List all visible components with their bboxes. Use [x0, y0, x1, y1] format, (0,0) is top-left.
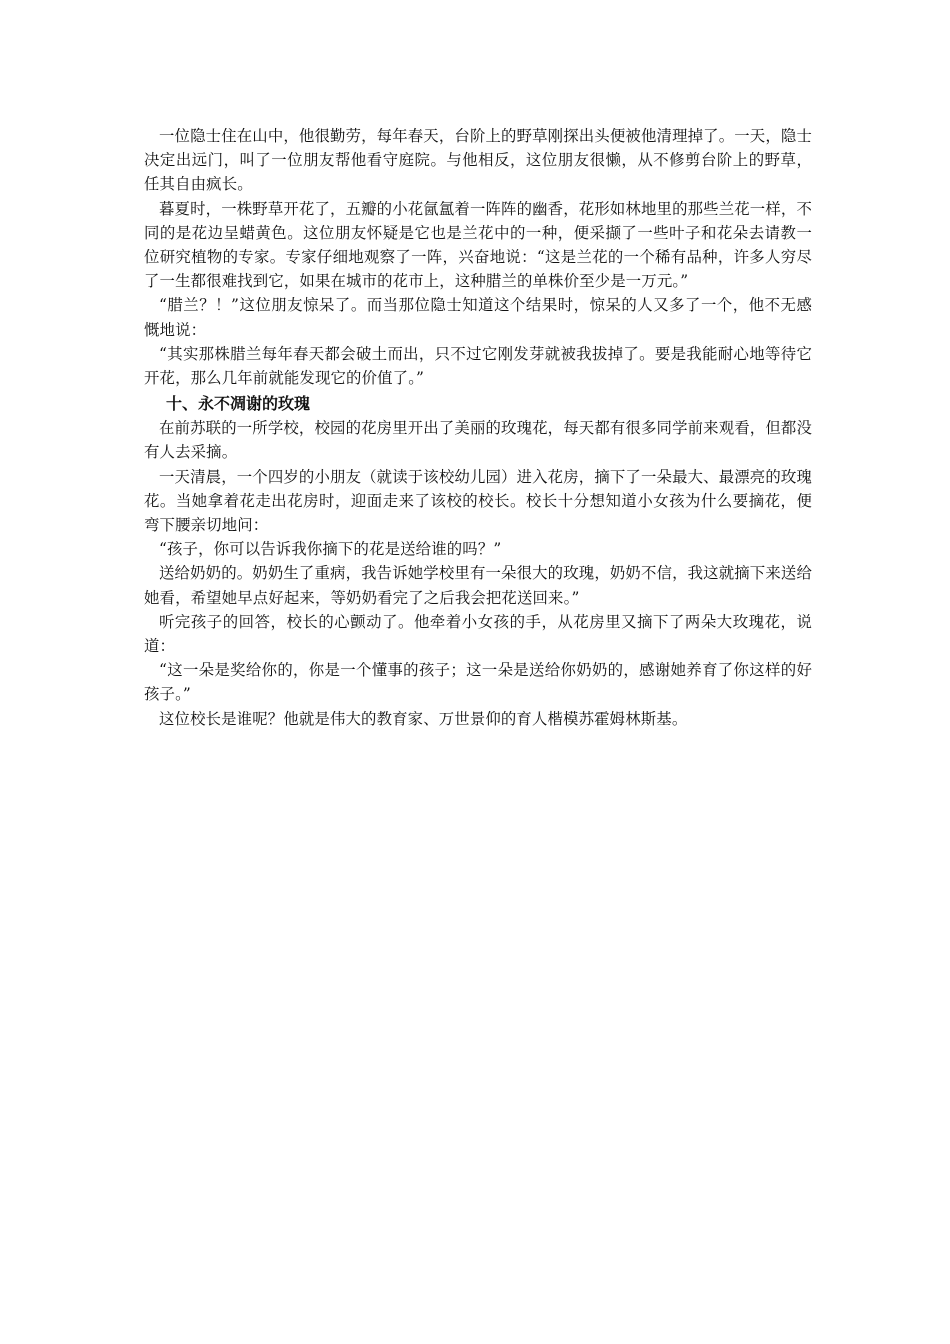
- document-page: [144, 124, 812, 731]
- story2-paragraph-4: 送给奶奶的。奶奶生了重病，我告诉她学校里有一朵很大的玫瑰，奶奶不信，我这就摘下来送给她看，希望她早点好起来，等奶奶看完了之后我会把花送回来。”: [144, 564, 812, 607]
- story2-paragraph-5: 听完孩子的回答，校长的心颤动了。他牵着小女孩的手，从花房里又摘下了两朵大玫瑰花，说道：: [144, 612, 812, 656]
- story1-paragraph-3: “腊兰？！”这位朋友惊呆了。而当那位隐士知道这个结果时，惊呆的人又多了一个，他不无感慨地说：: [144, 296, 812, 339]
- section-heading: 十、永不凋谢的玫瑰: [166, 394, 311, 414]
- story2-paragraph-3: “孩子，你可以告诉我你摘下的花是送给谁的吗？”: [159, 540, 502, 559]
- story1-paragraph-2: 暮夏时，一株野草开花了，五瓣的小花氤氲着一阵阵的幽香，花形如林地里的那些兰花一样，不同的是花边呈蜡黄色。这位朋友怀疑是它也是兰花中的一种，便采撷了一些叶子和花朵去请教一位研究植物的专家。专家仔细地观察了一阵，兴奋地说：“这是兰花的一个稀有品种，许多人穷尽了一生都很难找到它，如果在城市的花市上，这种腊兰的单株价至少是一万元。”: [144, 199, 812, 291]
- story1-paragraph-4: “其实那株腊兰每年春天都会破土而出，只不过它刚发芽就被我拔掉了。要是我能耐心地等待它开花，那么几年前就能发现它的价值了。”: [144, 344, 812, 388]
- story2-paragraph-7: 这位校长是谁呢？他就是伟大的教育家、万世景仰的育人楷模苏霍姆林斯基。: [159, 709, 688, 728]
- story1-paragraph-1: 一位隐士住在山中，他很勤劳，每年春天，台阶上的野草刚探出头便被他清理掉了。一天，隐士决定出远门，叫了一位朋友帮他看守庭院。与他相反，这位朋友很懒，从不修剪台阶上的野草，任其自由疯长。: [144, 127, 812, 194]
- story2-paragraph-2: 一天清晨，一个四岁的小朋友（就读于该校幼儿园）进入花房，摘下了一朵最大、最漂亮的玫瑰花。当她拿着花走出花房时，迎面走来了该校的校长。校长十分想知道小女孩为什么要摘花，便弯下腰亲切地问：: [144, 467, 812, 535]
- story2-paragraph-1: 在前苏联的一所学校，校园的花房里开出了美丽的玫瑰花，每天都有很多同学前来观看，但都没有人去采摘。: [144, 419, 812, 462]
- story2-paragraph-6: “这一朵是奖给你的，你是一个懂事的孩子；这一朵是送给你奶奶的，感谢她养育了你这样的好孩子。”: [144, 661, 812, 704]
